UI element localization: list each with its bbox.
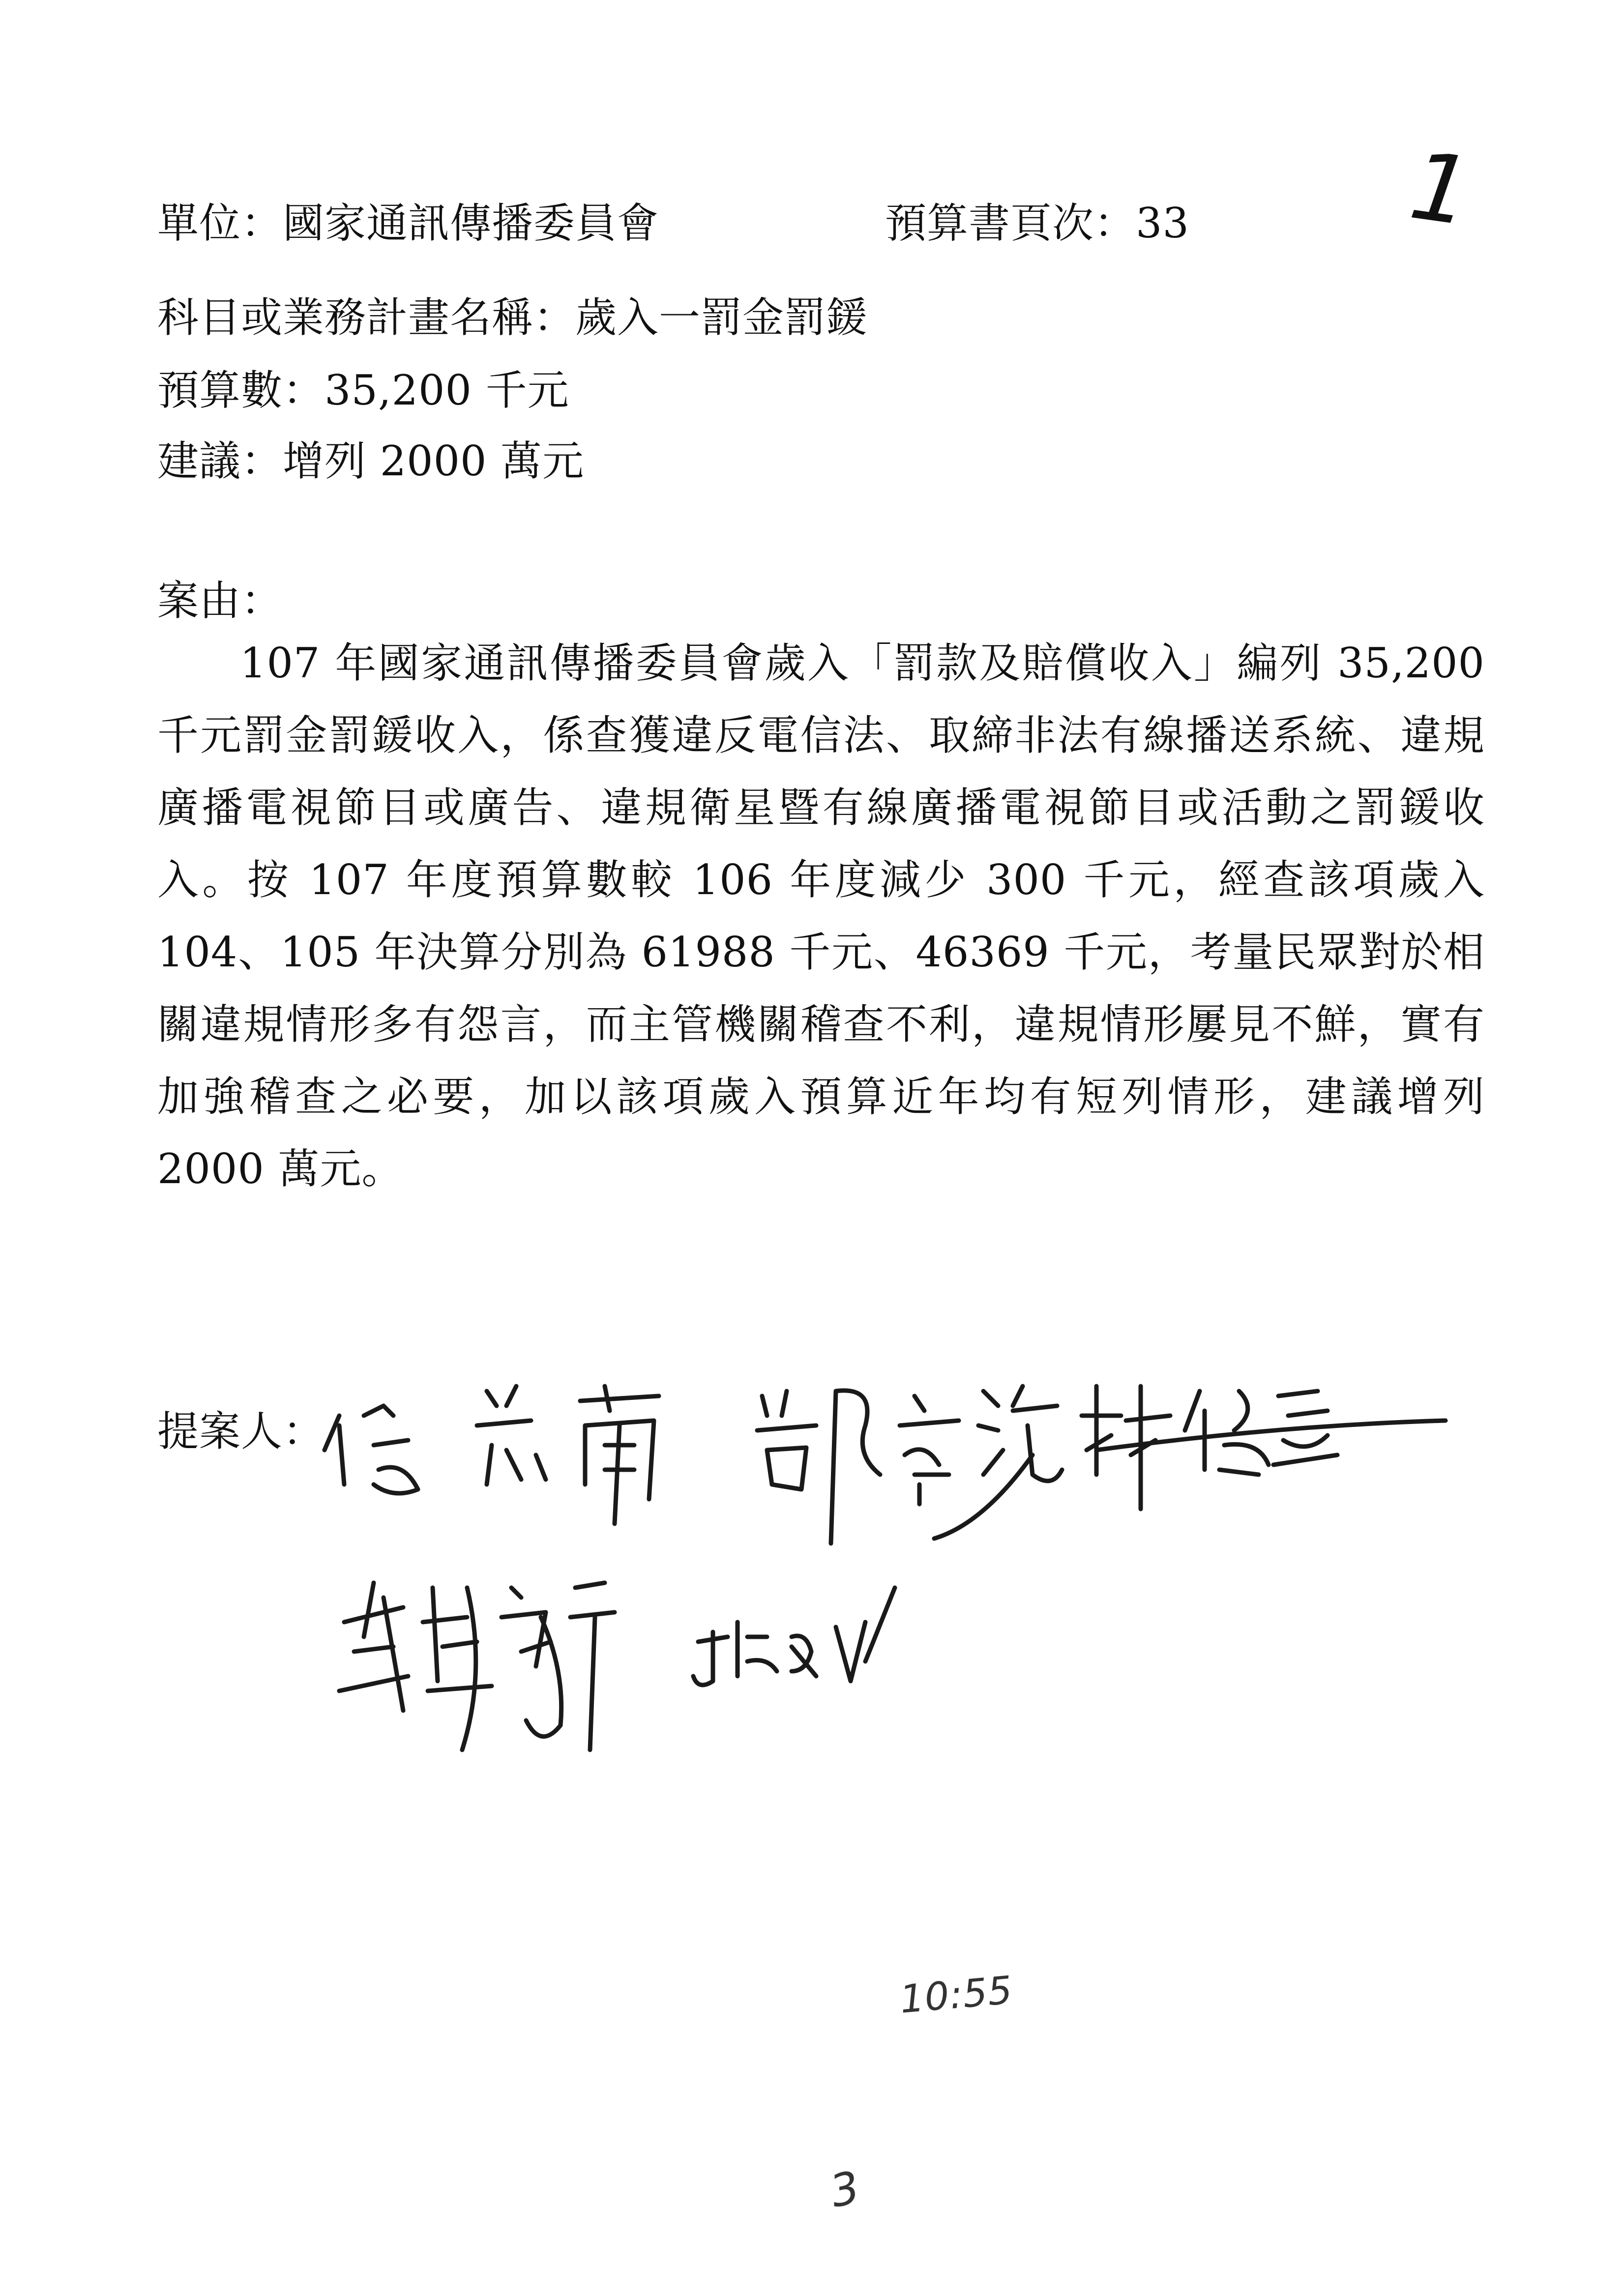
budget-page-reference: 預算書頁次：33 [885, 199, 1189, 247]
signature-2 [757, 1386, 1062, 1543]
handwritten-page-mark: 3 [826, 2161, 865, 2218]
signature-3 [1082, 1386, 1446, 1509]
handwritten-time-note: 10:55 [898, 1968, 1015, 2022]
suggestion-line: 建議：增列 2000 萬元 [157, 437, 585, 485]
budget-amount-line: 預算數：35,200 千元 [157, 366, 569, 414]
proposers-label: 提案人： [157, 1407, 325, 1455]
handwritten-page-number: 1 [1404, 131, 1478, 247]
signature-4 [339, 1583, 615, 1750]
item-name-line: 科目或業務計畫名稱：歲入一罰金罰鍰 [157, 293, 868, 342]
unit-heading: 單位：國家通訊傳播委員會 [157, 199, 659, 247]
signature-5 [693, 1588, 895, 1685]
signature-1 [325, 1386, 659, 1524]
reason-label: 案由： [157, 577, 283, 625]
reason-body: 107 年國家通訊傳播委員會歲入「罰款及賠償收入」編列 35,200 千元罰金罰鍰收入，係查獲違反電信法、取締非法有線播送系統、違規廣播電視節目或廣告、違規衛星暨有線廣播電視節目或活動之罰鍰收入。按 107 年度預算數較 106 年度減少 300 千元，經查該項歲入 104、105 年決算分別為 61988 千元、46369 千元，考量民眾對於相關違規情形多有怨言，而主管機關稽查不利，違規情形屢見不鮮，實有加強稽查之必要，加以該項歲入預算近年均有短列情形，建議增列 2000 萬元。 [157, 639, 1485, 1193]
